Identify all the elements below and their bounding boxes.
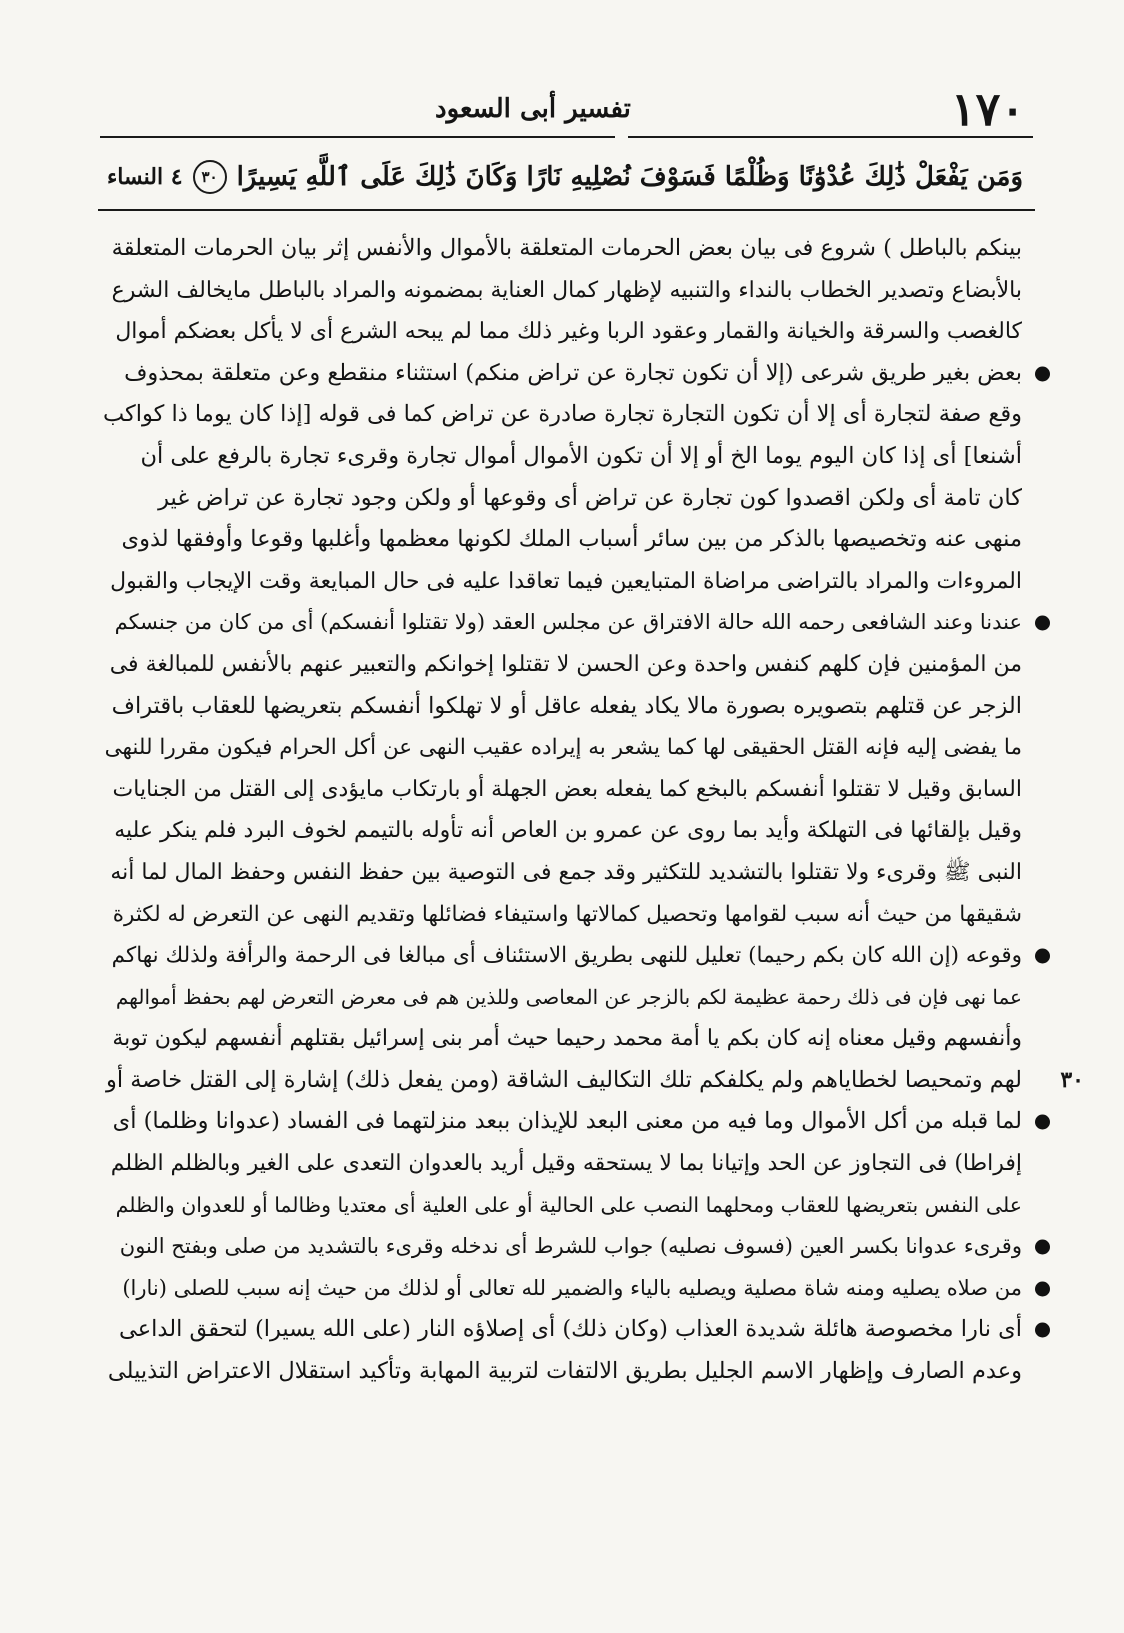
- header-rule-left: [100, 136, 615, 138]
- commentary-line: [102, 894, 1022, 936]
- commentary-line-text: إفراطا) فى التجاوز عن الحد وإتيانا بما لا يستحقه وقيل أريد بالعدوان التعدى على الغير وبالظلم الظلم: [110, 1151, 1022, 1177]
- commentary-line: [102, 353, 1022, 395]
- commentary-line: [102, 1101, 1022, 1143]
- commentary-line-text: وقيل بإلقائها فى التهلكة وأيد بما روى عن عمرو بن العاص أنه تأوله بالتيمم لخوف البرد فلم ينكر عليه: [114, 818, 1022, 844]
- commentary-line-text: على النفس بتعريضها للعقاب ومحلهما النصب على الحالية أو على العلية أى معتديا وظالما أو للعدوان والظلم: [115, 1192, 1022, 1217]
- commentary-line: [102, 436, 1022, 478]
- commentary-line: [102, 977, 1022, 1019]
- commentary-line: [102, 228, 1022, 270]
- commentary-line-text: لهم وتمحيصا لخطاياهم ولم يكلفكم تلك التكاليف الشاقة (ومن يفعل ذلك) إشارة إلى القتل خاصة أو: [105, 1066, 1022, 1093]
- commentary-line: [102, 1143, 1022, 1185]
- page-header: [100, 82, 1035, 142]
- verse-rule: [98, 209, 1035, 211]
- commentary-line-text: كالغصب والسرقة والخيانة والقمار وعقود الربا وغير ذلك مما لم يبحه الشرع أى لا يأكل بعضكم أموال: [115, 319, 1022, 345]
- commentary-line: [102, 478, 1022, 520]
- commentary-line-text: وقوعه (إن الله كان بكم رحيما) تعليل للنهى بطريق الاستئناف أى مبالغا فى الرحمة والرأفة ولذلك نهاكم: [111, 943, 1022, 969]
- commentary-line-text: كان تامة أى ولكن اقصدوا كون تجارة عن تراض أى وقوعها أو ولكن وجود تجارة عن تراض غير: [158, 484, 1022, 511]
- commentary-line-text: لما قبله من أكل الأموال وما فيه من معنى البعد للإيذان ببعد منزلتهما فى الفساد (عدوانا وظلما) أى: [112, 1108, 1022, 1135]
- commentary-line: [102, 1351, 1022, 1393]
- verse-text: وَمَن يَفْعَلْ ذَٰلِكَ عُدْوَٰنًا وَظُلْمًا فَسَوْفَ نُصْلِيهِ نَارًا وَكَانَ ذَٰلِكَ عَلَى ٱللَّهِ يَسِيرًا: [236, 162, 1023, 192]
- header-rule-right: [628, 136, 1033, 138]
- commentary-line-text: شقيقها من حيث أنه سبب لقوامها وتحصيل كمالاتها واستيفاء فضائلها وتقديم النهى عن التعرض له لكثرة: [112, 901, 1022, 927]
- commentary-line-text: من صلاه يصليه ومنه شاة مصلية ويصليه بالياء والضمير لله تعالى أو لذلك من حيث إنه سبب للصلى (نارا): [122, 1275, 1022, 1300]
- commentary-line-text: بينكم بالباطل ) شروع فى بيان بعض الحرمات المتعلقة بالأموال والأنفس إثر بيان الحرمات المتعلقة: [111, 235, 1022, 261]
- commentary-line: [102, 935, 1022, 977]
- commentary-line-text: أى نارا مخصوصة هائلة شديدة العذاب (وكان ذلك) أى إصلاؤه النار (على الله يسيرا) لتحقق الداعى: [119, 1316, 1022, 1343]
- commentary-line: [102, 769, 1022, 811]
- bullet-icon: [1035, 1323, 1050, 1338]
- page-number: ١٧٠: [950, 82, 1025, 136]
- commentary-line-text: المروءات والمراد بالتراضى مراضاة المتبايعين فيما تعاقدا عليه فى حال المبايعة وقت الإيجاب والقبول: [110, 568, 1022, 594]
- commentary-line-text: من المؤمنين فإن كلهم كنفس واحدة وعن الحسن لا تقتلوا إخوانكم والتعبير عنهم بالأنفس للمبالغة فى: [109, 651, 1022, 677]
- commentary-line-text: وقرىء عدوانا بكسر العين (فسوف نصليه) جواب للشرط أى ندخله وقرىء بالتشديد من صلى وبفتح النون: [119, 1234, 1022, 1259]
- commentary-body: [102, 228, 1084, 1393]
- commentary-line-text: وقع صفة لتجارة أى إلا أن تكون التجارة تجارة صادرة عن تراض كما فى قوله [إذا كان يوما ذا كواكب: [102, 401, 1022, 428]
- commentary-line-text: بالأبضاع وتصدير الخطاب بالنداء والتنبيه لإظهار كمال العناية بمضمونه والمراد بالباطل مايخالف الشرع: [111, 277, 1022, 303]
- commentary-line: [102, 686, 1022, 728]
- bullet-icon: [1035, 1115, 1050, 1130]
- commentary-line-text: وأنفسهم وقيل معناه إنه كان بكم يا أمة محمد رحيما حيث أمر بنى إسرائيل بقتلهم أنفسهم ليكون توبة: [112, 1026, 1022, 1052]
- ayah-number-marker: ٣٠: [193, 160, 227, 194]
- commentary-line-text: السابق وقيل لا تقتلوا أنفسكم بالبخع كما يفعله بعض الجهلة أو بارتكاب مايؤدى إلى القتل من الجنايات: [112, 776, 1022, 802]
- commentary-line: [102, 394, 1022, 436]
- commentary-line: [102, 1060, 1084, 1102]
- commentary-line-text: بعض بغير طريق شرعى (إلا أن تكون تجارة عن تراض منكم) استثناء منقطع وعن متعلقة بمحذوف: [124, 359, 1022, 386]
- commentary-line: [102, 561, 1022, 603]
- commentary-line-text: النبى ﷺ وقرىء ولا تقتلوا بالتشديد للتكثير وقد جمع فى التوصية بين حفظ النفس وحفظ المال لما أنه: [110, 859, 1022, 885]
- bullet-icon: [1035, 1281, 1050, 1296]
- commentary-line: [102, 270, 1022, 312]
- commentary-line: [102, 644, 1022, 686]
- bullet-icon: [1035, 616, 1050, 631]
- running-title: تفسير أبى السعود: [435, 94, 631, 124]
- bullet-icon: [1035, 948, 1050, 963]
- margin-line-number: ٣٠: [1060, 1066, 1084, 1093]
- commentary-line-text: عما نهى فإن فى ذلك رحمة عظيمة لكم بالزجر عن المعاصى وللذين هم فى معرض التعرض لهم بحفظ أموالهم: [115, 984, 1022, 1009]
- commentary-line: [102, 1226, 1022, 1268]
- commentary-line: [102, 311, 1022, 353]
- commentary-line-text: وعدم الصارف وإظهار الاسم الجليل بطريق الالتفات لتربية المهابة وتأكيد استقلال الاعتراض التذييلى: [107, 1358, 1022, 1385]
- commentary-line-text: عندنا وعند الشافعى رحمه الله حالة الافتراق عن مجلس العقد (ولا تقتلوا أنفسكم) أى من كان من جنسكم: [114, 610, 1022, 635]
- commentary-line-text: أشنعا] أى إذا كان اليوم يوما الخ أو إلا أن تكون الأموال أموال تجارة وقرىء تجارة بالرفع على أن: [140, 442, 1022, 469]
- quran-verse: [100, 152, 1035, 202]
- commentary-line: [102, 1018, 1022, 1060]
- surah-reference: ٤ النساء: [106, 164, 183, 190]
- commentary-line: [102, 1309, 1022, 1351]
- bullet-icon: [1035, 366, 1050, 381]
- commentary-line: [102, 852, 1022, 894]
- commentary-line: [102, 810, 1022, 852]
- commentary-line: [102, 1185, 1022, 1227]
- bullet-icon: [1035, 1240, 1050, 1255]
- commentary-line-text: منهى عنه وتخصيصها بالذكر من بين سائر أسباب الملك لكونها معظمها وأغلبها وقوعا وأوفقها لذوى: [121, 526, 1022, 553]
- commentary-line: [102, 602, 1022, 644]
- commentary-line-text: الزجر عن قتلهم بتصويره بصورة مالا يكاد يفعله عاقل أو لا تهلكوا أنفسكم بتعريضها للعقاب باقتراف: [111, 692, 1022, 719]
- commentary-line-text: ما يفضى إليه فإنه القتل الحقيقى لها كما يشعر به إيراده عقيب النهى عن أكل الحرام فيكون مقررا للنهى: [104, 735, 1022, 761]
- commentary-line: [102, 519, 1022, 561]
- commentary-line: [102, 727, 1022, 769]
- commentary-line: [102, 1268, 1022, 1310]
